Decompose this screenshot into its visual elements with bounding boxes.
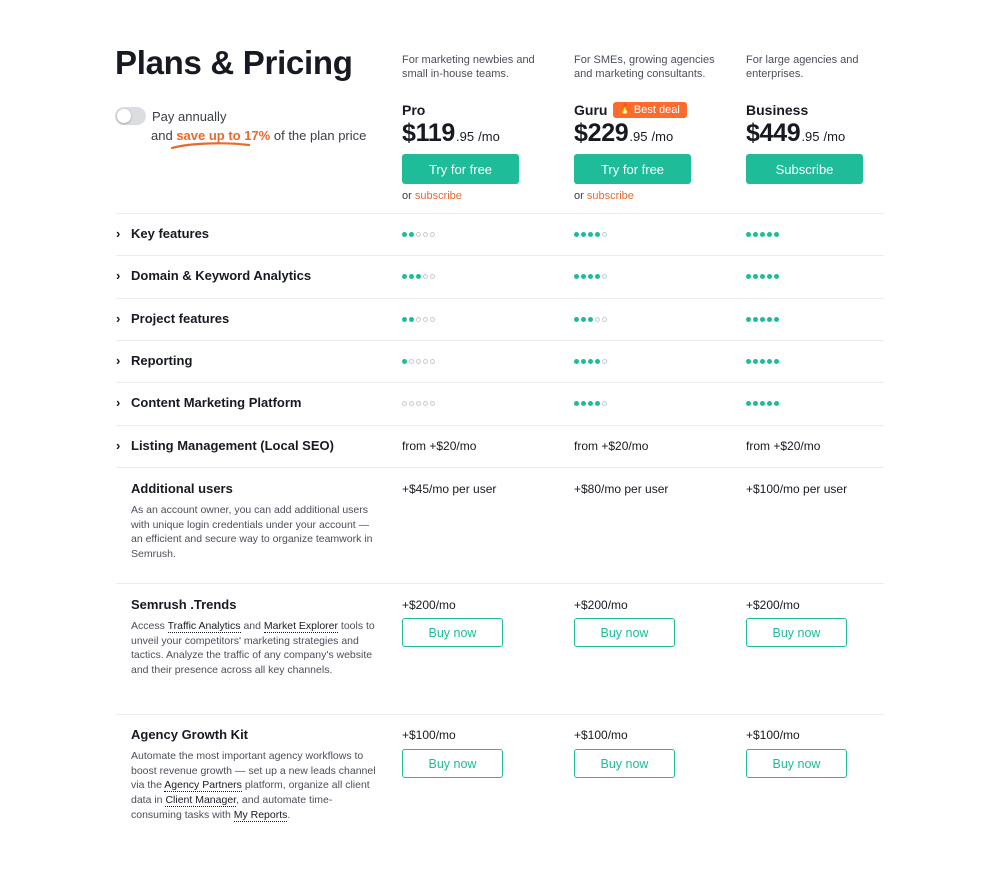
subscribe-line xyxy=(574,190,734,202)
addon-title: Semrush .Trends xyxy=(131,597,237,612)
feature-row-domain-keyword[interactable] xyxy=(116,266,884,286)
market-explorer-link[interactable]: Market Explorer xyxy=(263,620,338,632)
rating-dot-filled xyxy=(760,317,765,322)
rating-dot-filled xyxy=(774,274,779,279)
savings-highlight: save up to 17% xyxy=(176,128,271,143)
rating-dot-filled xyxy=(746,274,751,279)
plan-description: For large agencies and enterprises. xyxy=(746,54,859,80)
rating-dot-filled xyxy=(767,317,772,322)
rating-dot-filled xyxy=(760,401,765,406)
pay-annually-label: Pay annually xyxy=(152,108,227,124)
feature-name: Project features xyxy=(131,311,230,326)
rating-dot-filled xyxy=(581,359,586,364)
row-divider xyxy=(116,298,884,299)
traffic-analytics-link[interactable]: Traffic Analytics xyxy=(167,620,241,632)
price-amount: $119 xyxy=(402,119,456,147)
rating-dot-empty xyxy=(430,232,435,237)
feature-row-listing-management[interactable] xyxy=(116,436,884,456)
rating-dot-empty xyxy=(423,232,428,237)
addon-price: +$100/mo xyxy=(746,728,800,742)
feature-name: Reporting xyxy=(131,353,193,368)
feature-row-project-features[interactable] xyxy=(116,309,884,329)
rating-dot-filled xyxy=(774,232,779,237)
buy-now-button[interactable]: Buy now xyxy=(402,618,503,647)
rating-dot-filled xyxy=(760,232,765,237)
rating-dot-filled xyxy=(595,401,600,406)
client-manager-link[interactable]: Client Manager xyxy=(165,794,237,807)
price-amount: $449 xyxy=(746,119,801,147)
desc-text: tools to unveil your competitors' marketing strategies and tactics. Analyze the traffic of any company's website and their presence across all key channels. xyxy=(131,620,375,677)
row-divider xyxy=(116,425,884,426)
rating-dot-filled xyxy=(574,359,579,364)
rating-dots xyxy=(574,317,607,322)
listing-price: from +$20/mo xyxy=(574,439,649,453)
listing-price: from +$20/mo xyxy=(746,439,821,453)
rating-dot-filled xyxy=(588,359,593,364)
rating-dot-filled xyxy=(767,359,772,364)
addon-price: +$100/mo xyxy=(402,728,456,742)
chevron-right-icon: › xyxy=(116,268,121,283)
rating-dot-filled xyxy=(574,274,579,279)
rating-dot-filled xyxy=(595,274,600,279)
rating-dot-filled xyxy=(409,317,414,322)
plan-business xyxy=(746,53,906,184)
rating-dot-empty xyxy=(602,401,607,406)
price-period: /mo xyxy=(651,129,674,144)
addon-price: +$45/mo per user xyxy=(402,482,497,496)
rating-dot-filled xyxy=(767,232,772,237)
savings-underline-swoosh xyxy=(170,142,252,150)
row-divider xyxy=(116,382,884,383)
rating-dot-filled xyxy=(753,274,758,279)
plan-guru xyxy=(574,53,734,202)
desc-text: Automate the most important agency workflows to boost revenue growth — set up a new leads channel via the xyxy=(131,750,376,792)
rating-dot-empty xyxy=(409,401,414,406)
plan-name: Guru xyxy=(574,101,608,118)
best-deal-badge xyxy=(613,102,686,118)
addon-price: +$80/mo per user xyxy=(574,482,669,496)
row-divider xyxy=(116,467,884,468)
rating-dot-filled xyxy=(588,232,593,237)
rating-dot-filled xyxy=(581,274,586,279)
rating-dot-filled xyxy=(753,359,758,364)
plan-description: For marketing newbies and small in-house teams. xyxy=(402,54,535,80)
rating-dots xyxy=(574,401,607,406)
feature-name: Listing Management (Local SEO) xyxy=(131,438,334,453)
rating-dot-filled xyxy=(774,401,779,406)
buy-now-button[interactable]: Buy now xyxy=(574,618,675,647)
price-cents: .95 xyxy=(456,129,475,144)
feature-name: Key features xyxy=(131,226,210,241)
rating-dot-filled xyxy=(574,317,579,322)
price-period: /mo xyxy=(478,129,500,144)
billing-toggle-row xyxy=(115,107,226,125)
rating-dot-filled xyxy=(588,274,593,279)
rating-dot-empty xyxy=(409,359,414,364)
addon-description xyxy=(131,619,376,678)
rating-dot-filled xyxy=(767,401,772,406)
rating-dot-filled xyxy=(581,317,586,322)
or-text: or xyxy=(574,190,587,202)
desc-text: and xyxy=(240,620,264,632)
subscribe-link[interactable]: subscribe xyxy=(586,190,634,202)
rating-dot-filled xyxy=(746,317,751,322)
rating-dot-empty xyxy=(430,401,435,406)
rating-dot-filled xyxy=(581,232,586,237)
pay-annually-toggle[interactable] xyxy=(115,107,146,125)
page-title: Plans & Pricing xyxy=(115,44,353,81)
plan-price xyxy=(402,119,562,148)
rating-dot-empty xyxy=(423,274,428,279)
badge-label: Best deal xyxy=(633,103,680,116)
savings-suffix: of the plan price xyxy=(270,128,367,143)
row-divider xyxy=(116,340,884,341)
try-for-free-button[interactable]: Try for free xyxy=(402,154,519,184)
rating-dot-empty xyxy=(423,359,428,364)
desc-text: , and automate time-consuming tasks with xyxy=(131,794,333,821)
price-period: /mo xyxy=(823,129,846,144)
rating-dots xyxy=(402,401,435,406)
rating-dots xyxy=(402,317,435,322)
plan-price xyxy=(574,119,734,148)
rating-dots xyxy=(574,274,607,279)
price-cents: .95 xyxy=(629,129,648,144)
addon-description xyxy=(131,749,376,823)
rating-dots xyxy=(402,274,435,279)
savings-prefix: and xyxy=(151,128,177,143)
rating-dot-empty xyxy=(402,401,407,406)
rating-dot-empty xyxy=(430,359,435,364)
price-cents: .95 xyxy=(801,129,820,144)
chevron-right-icon: › xyxy=(116,438,121,453)
rating-dot-empty xyxy=(430,274,435,279)
rating-dot-filled xyxy=(574,232,579,237)
buy-now-button[interactable]: Buy now xyxy=(574,749,675,778)
feature-name: Content Marketing Platform xyxy=(131,395,302,410)
rating-dot-empty xyxy=(416,232,421,237)
plan-name: Pro xyxy=(402,101,426,118)
rating-dot-filled xyxy=(574,401,579,406)
rating-dots xyxy=(746,359,779,364)
rating-dot-empty xyxy=(416,317,421,322)
or-text: or xyxy=(402,190,415,202)
rating-dots xyxy=(574,232,607,237)
rating-dots xyxy=(746,401,779,406)
row-divider xyxy=(116,213,884,214)
plan-price xyxy=(746,119,906,148)
addon-title: Agency Growth Kit xyxy=(131,727,249,742)
desc-text: platform, organize all client data in xyxy=(131,779,370,807)
subscribe-link[interactable]: subscribe xyxy=(414,190,462,202)
feature-row-reporting[interactable] xyxy=(116,351,884,371)
chevron-right-icon: › xyxy=(116,311,121,326)
rating-dot-filled xyxy=(595,359,600,364)
rating-dot-filled xyxy=(402,317,407,322)
rating-dot-filled xyxy=(760,274,765,279)
rating-dot-filled xyxy=(402,359,407,364)
row-divider xyxy=(116,583,884,584)
try-for-free-button[interactable]: Try for free xyxy=(574,154,691,184)
addon-price: +$200/mo xyxy=(746,598,800,612)
buy-now-button[interactable]: Buy now xyxy=(746,618,847,647)
rating-dot-empty xyxy=(423,401,428,406)
rating-dot-filled xyxy=(746,359,751,364)
rating-dot-filled xyxy=(760,359,765,364)
rating-dots xyxy=(402,232,435,237)
rating-dot-filled xyxy=(774,359,779,364)
desc-text: . xyxy=(287,808,291,821)
rating-dots xyxy=(574,359,607,364)
rating-dot-filled xyxy=(746,232,751,237)
rating-dots xyxy=(746,232,779,237)
price-amount: $229 xyxy=(574,119,629,147)
rating-dot-filled xyxy=(767,274,772,279)
rating-dots xyxy=(402,359,435,364)
feature-name: Domain & Keyword Analytics xyxy=(131,268,312,283)
buy-now-button[interactable]: Buy now xyxy=(402,749,503,778)
addon-price: +$200/mo xyxy=(574,598,628,612)
chevron-right-icon: › xyxy=(116,353,121,368)
rating-dot-filled xyxy=(753,401,758,406)
my-reports-link[interactable]: My Reports xyxy=(233,808,288,821)
rating-dot-filled xyxy=(595,232,600,237)
rating-dots xyxy=(746,274,779,279)
rating-dots xyxy=(746,317,779,322)
rating-dot-filled xyxy=(753,232,758,237)
rating-dot-filled xyxy=(588,317,593,322)
rating-dot-empty xyxy=(430,317,435,322)
rating-dot-empty xyxy=(423,317,428,322)
listing-price: from +$20/mo xyxy=(402,439,477,453)
addon-title: Additional users xyxy=(131,481,233,496)
rating-dot-filled xyxy=(409,232,414,237)
rating-dot-empty xyxy=(602,317,607,322)
rating-dot-empty xyxy=(595,317,600,322)
chevron-right-icon: › xyxy=(116,226,121,241)
rating-dot-filled xyxy=(581,401,586,406)
row-divider xyxy=(116,255,884,256)
rating-dot-filled xyxy=(774,317,779,322)
toggle-knob xyxy=(117,109,131,123)
plan-pro xyxy=(402,53,562,202)
rating-dot-filled xyxy=(402,232,407,237)
rating-dot-filled xyxy=(588,401,593,406)
buy-now-button[interactable]: Buy now xyxy=(746,749,847,778)
rating-dot-filled xyxy=(402,274,407,279)
rating-dot-empty xyxy=(602,274,607,279)
annual-savings-text xyxy=(151,128,366,143)
rating-dot-empty xyxy=(602,232,607,237)
rating-dot-empty xyxy=(602,359,607,364)
agency-partners-link[interactable]: Agency Partners xyxy=(164,779,242,792)
rating-dot-filled xyxy=(409,274,414,279)
row-divider xyxy=(116,714,884,715)
subscribe-line xyxy=(402,190,562,202)
addon-price: +$100/mo xyxy=(574,728,628,742)
plan-description: For SMEs, growing agencies and marketing consultants. xyxy=(574,54,715,80)
chevron-right-icon: › xyxy=(116,395,121,410)
addon-price: +$100/mo per user xyxy=(746,482,848,496)
feature-row-key-features[interactable] xyxy=(116,224,884,244)
subscribe-button[interactable]: Subscribe xyxy=(746,154,863,184)
rating-dot-filled xyxy=(753,317,758,322)
fire-icon: 🔥 xyxy=(618,104,631,115)
plan-name: Business xyxy=(746,101,809,118)
addon-description: As an account owner, you can add additional users with unique login credentials under your account — an efficient and secure way to organize teamwork in Semrush. xyxy=(131,504,373,561)
addon-price: +$200/mo xyxy=(402,598,456,612)
rating-dot-empty xyxy=(416,359,421,364)
desc-text: Access xyxy=(131,620,168,632)
rating-dot-filled xyxy=(746,401,751,406)
rating-dot-filled xyxy=(416,274,421,279)
rating-dot-empty xyxy=(416,401,421,406)
feature-row-content-marketing[interactable] xyxy=(116,393,884,413)
